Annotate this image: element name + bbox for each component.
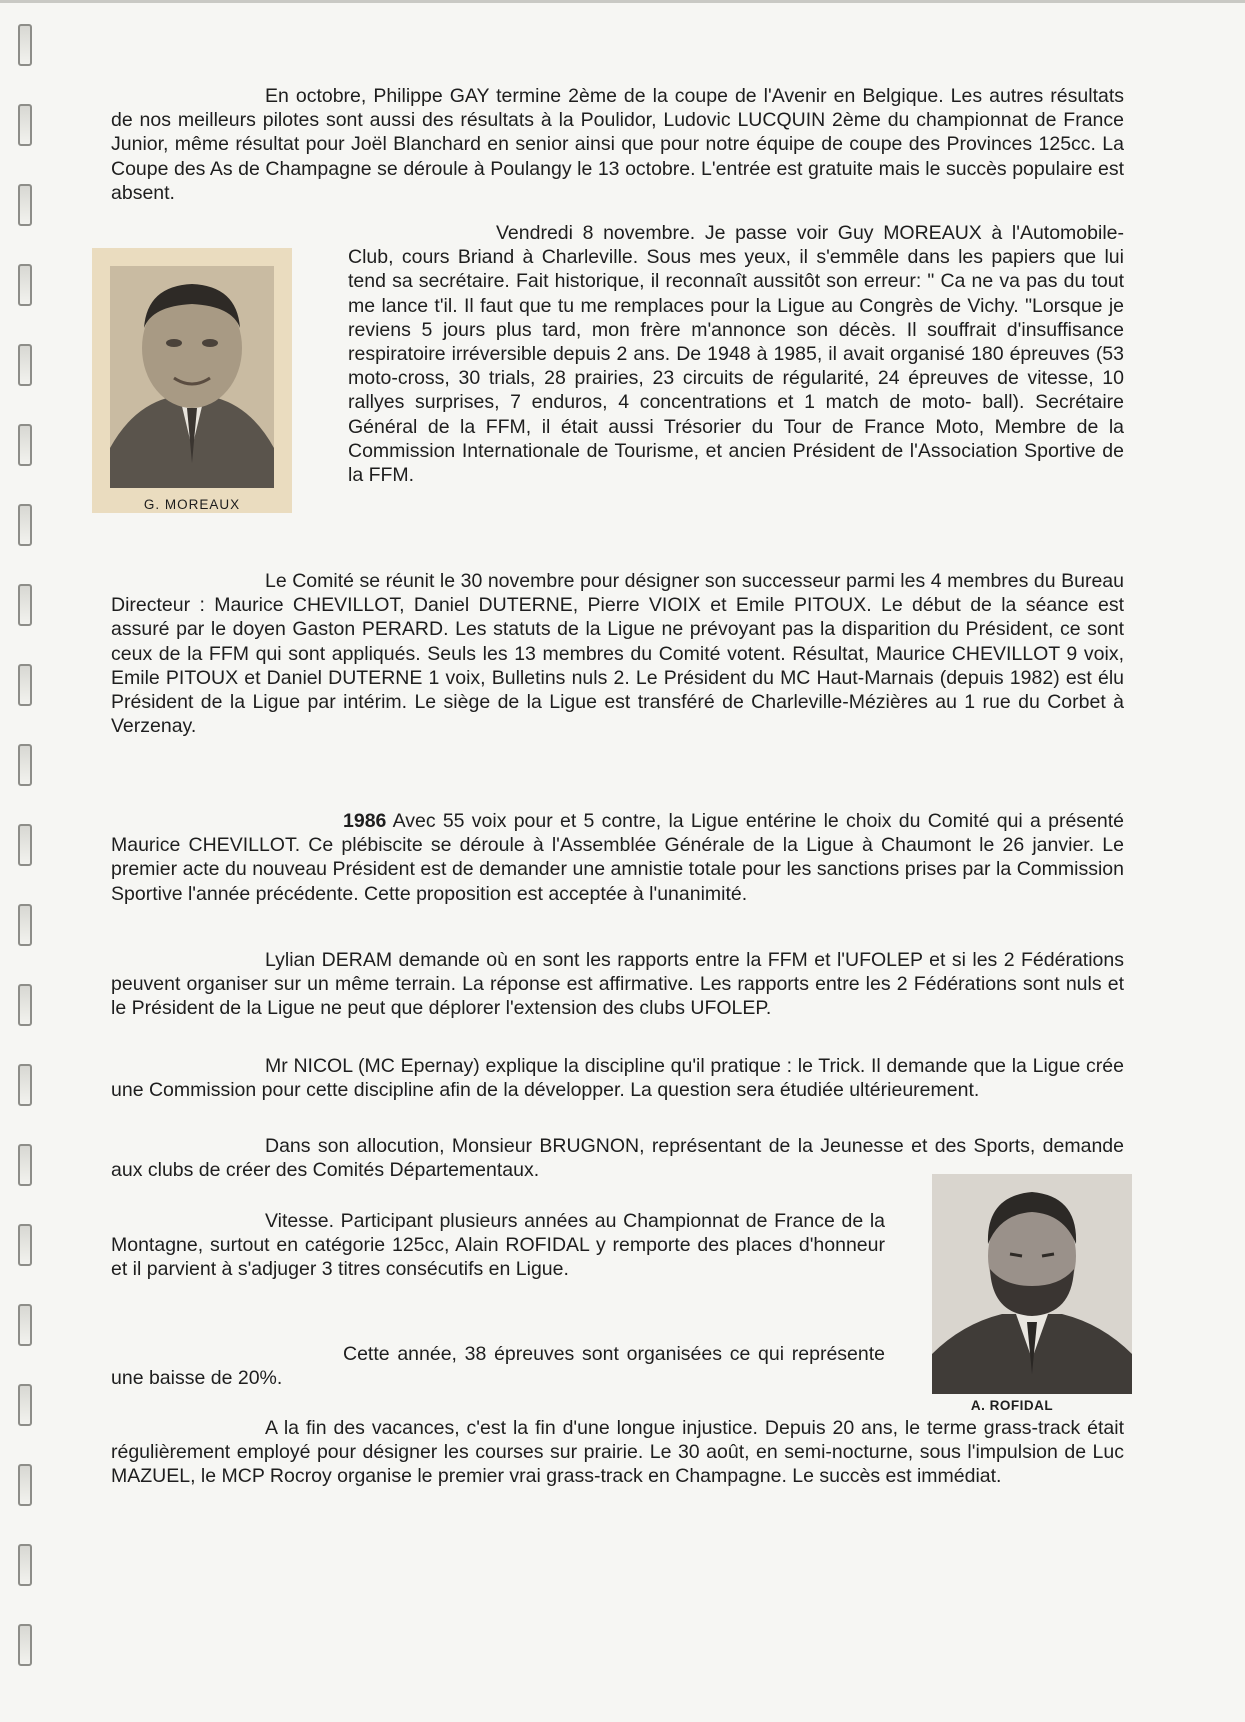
paragraph-grass-track: A la fin des vacances, c'est la fin d'une longue injustice. Depuis 20 ans, le terme grass-track était régulièrement employé pour désigner les courses sur prairie. Le 30 août, en semi-nocturne, sous l'impulsion de Luc MAZUEL, le MCP Rocroy organise le premier vrai grass-track en Champagne. Le succès est immédiat.: [111, 1417, 1124, 1488]
binder-ring: [18, 1144, 32, 1186]
paragraph-deram: Lylian DERAM demande où en sont les rapports entre la FFM et l'UFOLEP et si les 2 Fédérations peuvent organiser sur un même terrain. La réponse est affirmative. Les rapports entre les 2 Fédérations sont nuls et le Président de la Ligue ne peut que déplorer l'extension des clubs UFOLEP.: [111, 949, 1124, 1020]
binder-ring: [18, 264, 32, 306]
binder-ring: [18, 504, 32, 546]
year-1986: 1986: [343, 810, 387, 832]
caption-moreaux: G. MOREAUX: [143, 497, 241, 512]
binder-ring: [18, 744, 32, 786]
portrait-photo-moreaux: [92, 248, 292, 513]
portrait-moreaux-image: [92, 248, 292, 513]
paragraph-comite: Le Comité se réunit le 30 novembre pour désigner son successeur parmi les 4 membres du Bureau Directeur : Maurice CHEVILLOT, Daniel DUTERNE, Pierre VIOIX et Emile PITOUX. Le début de la séance est assuré par le doyen Gaston PERARD. Les statuts de la Ligue ne prévoyant pas la disparition du Président, ce sont ceux de la FFM qui sont appliqués. Seuls les 13 membres du Comité votent. Résultat, Maurice CHEVILLOT 9 voix, Emile PITOUX et Daniel DUTERNE 1 voix, Bulletins nuls 2. Le Président du MC Haut-Marnais (depuis 1982) est élu Président de la Ligue par intérim. Le siège de la Ligue est transféré de Charleville-Mézières au 1 rue du Corbet à Verzenay.: [111, 570, 1124, 738]
binder-ring: [18, 664, 32, 706]
binder-ring: [18, 344, 32, 386]
page-top-edge: [0, 0, 1245, 3]
binder-rings: [18, 14, 32, 1714]
binder-ring: [18, 984, 32, 1026]
paragraph-1986-text: Avec 55 voix pour et 5 contre, la Ligue entérine le choix du Comité qui a présenté Maurice CHEVILLOT. Ce plébiscite se déroule à l'Assemblée Générale de la Ligue à Chaumont le 26 janvier. Le premier acte du nouveau Président est de demander une amnistie totale pour les sanctions prises par la Commission Sportive l'année précédente. Cette proposition est acceptée à l'unanimité.: [111, 810, 1124, 905]
paragraph-1986: [111, 809, 1124, 906]
paragraph-moreaux: Vendredi 8 novembre. Je passe voir Guy MOREAUX à l'Automobile-Club, cours Briand à Charleville. Sous mes yeux, il s'emmêle dans les papiers que lui tend sa secrétaire. Fait historique, il reconnaît aussitôt son erreur: " Ca ne va pas du tout me lance t'il. Il faut que tu me remplaces pour la Ligue au Congrès de Vichy. "Lorsque je reviens 5 jours plus tard, mon frère m'annonce son décès. Il souffrait d'insuffisance respiratoire irréversible depuis 2 ans. De 1948 à 1985, il avait organisé 180 épreuves (53 moto-cross, 30 trials, 28 prairies, 23 circuits de régularité, 24 épreuves de vitesse, 10 rallyes surprises, 7 enduros, 4 concentrations et 1 match de moto- ball). Secrétaire Général de la FFM, il était aussi Trésorier du Tour de France Moto, Membre de la Commission Internationale de Tourisme, et ancien Président de l'Association Sportive de la FFM.: [348, 222, 1124, 487]
binder-ring: [18, 1384, 32, 1426]
binder-ring: [18, 584, 32, 626]
binder-ring: [18, 184, 32, 226]
binder-ring: [18, 424, 32, 466]
paragraph-nicol: Mr NICOL (MC Epernay) explique la discipline qu'il pratique : le Trick. Il demande que la Ligue crée une Commission pour cette discipline afin de la développer. La question sera étudiée ultérieurement.: [111, 1055, 1124, 1102]
portrait-rofidal-image: [932, 1174, 1132, 1394]
paragraph-coupe-avenir: En octobre, Philippe GAY termine 2ème de la coupe de l'Avenir en Belgique. Les autres résultats de nos meilleurs pilotes sont aussi des résultats à la Poulidor, Ludovic LUCQUIN 2ème du championnat de France Junior, même résultat pour Joël Blanchard en senior ainsi que pour notre équipe de coupe des Provinces 125cc. La Coupe des As de Champagne se déroule à Poulangy le 13 octobre. L'entrée est gratuite mais le succès populaire est absent.: [111, 85, 1124, 204]
binder-ring: [18, 1464, 32, 1506]
paragraph-brugnon: Dans son allocution, Monsieur BRUGNON, représentant de la Jeunesse et des Sports, demande aux clubs de créer des Comités Départementaux.: [111, 1135, 1124, 1182]
binder-ring: [18, 1304, 32, 1346]
paragraph-epreuves: Cette année, 38 épreuves sont organisées ce qui représente une baisse de 20%.: [111, 1343, 885, 1390]
binder-ring: [18, 1544, 32, 1586]
paragraph-vitesse: Vitesse. Participant plusieurs années au Championnat de France de la Montagne, surtout en catégorie 125cc, Alain ROFIDAL y remporte des places d'honneur et il parvient à s'adjuger 3 titres consécutifs en Ligue.: [111, 1210, 885, 1281]
caption-rofidal: A. ROFIDAL: [970, 1398, 1054, 1413]
binder-ring: [18, 1064, 32, 1106]
binder-ring: [18, 904, 32, 946]
portrait-photo-rofidal: [932, 1174, 1132, 1394]
binder-ring: [18, 1624, 32, 1666]
binder-ring: [18, 104, 32, 146]
binder-ring: [18, 1224, 32, 1266]
binder-ring: [18, 24, 32, 66]
binder-ring: [18, 824, 32, 866]
